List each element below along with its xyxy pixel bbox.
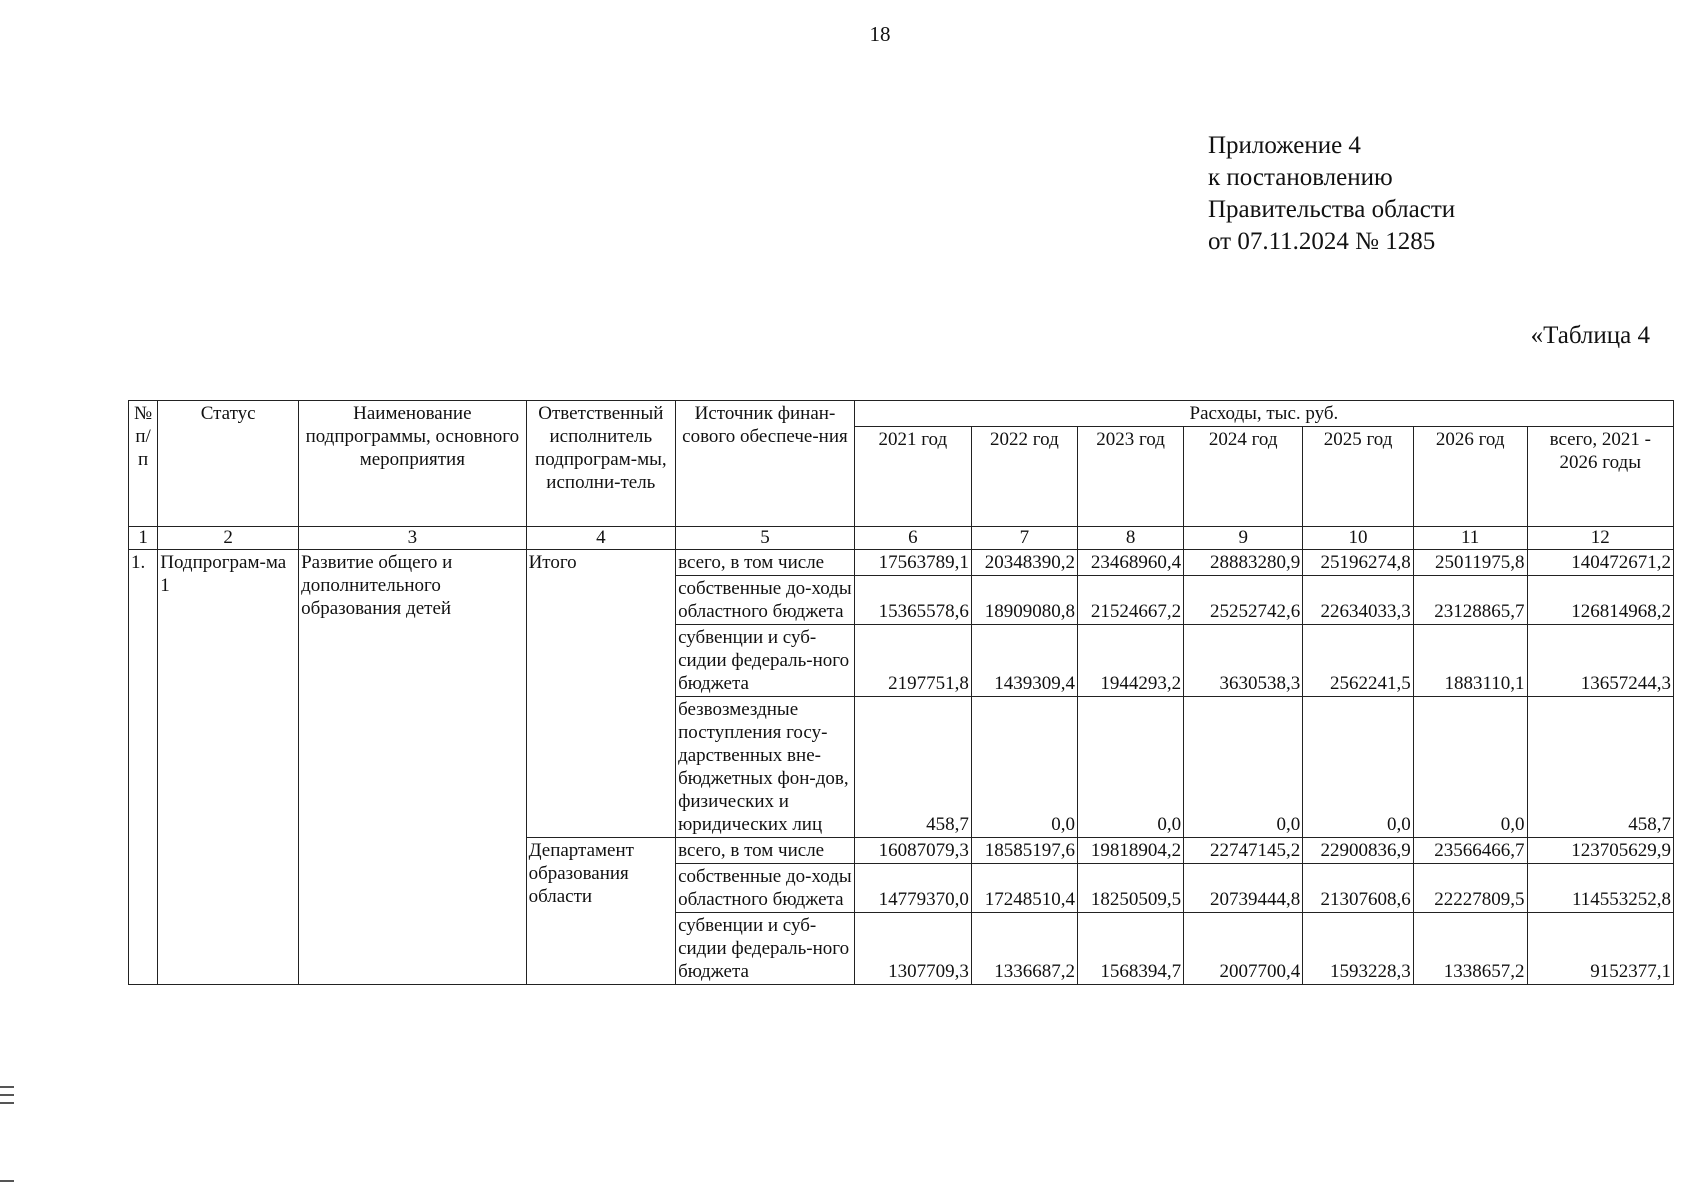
scan-artifact	[0, 1102, 14, 1104]
value-cell: 1568394,7	[1077, 913, 1183, 985]
value-cell: 18585197,6	[971, 838, 1077, 864]
row-source: субвенции и суб-сидии федераль-ного бюджета	[676, 625, 855, 697]
value-cell: 18250509,5	[1077, 864, 1183, 913]
value-cell-total: 13657244,3	[1527, 625, 1673, 697]
column-number: 8	[1077, 527, 1183, 550]
header-no: № п/п	[129, 401, 158, 527]
row-number: 1.	[129, 550, 158, 985]
value-cell: 25252742,6	[1184, 576, 1303, 625]
value-cell: 23128865,7	[1413, 576, 1527, 625]
row-status: Подпрограм-ма 1	[158, 550, 299, 985]
value-cell: 1307709,3	[854, 913, 971, 985]
row-name: Развитие общего и дополнительного образования детей	[299, 550, 527, 985]
appendix-line: от 07.11.2024 № 1285	[1208, 228, 1436, 255]
appendix-block	[1208, 130, 1455, 258]
header-source: Источник финан-сового обеспече-ния	[676, 401, 855, 527]
header-year: 2022 год	[971, 427, 1077, 527]
value-cell: 23468960,4	[1077, 550, 1183, 576]
table-caption: «Таблица 4	[1530, 322, 1650, 349]
column-number: 9	[1184, 527, 1303, 550]
value-cell-total: 140472671,2	[1527, 550, 1673, 576]
column-number: 4	[526, 527, 676, 550]
appendix-line: к постановлению	[1208, 164, 1393, 191]
value-cell: 25196274,8	[1303, 550, 1414, 576]
scan-artifact	[0, 1094, 14, 1096]
header-year: 2026 год	[1413, 427, 1527, 527]
value-cell: 2197751,8	[854, 625, 971, 697]
header-executor: Ответственный исполнитель подпрограм-мы, исполни-тель	[526, 401, 676, 527]
value-cell: 22747145,2	[1184, 838, 1303, 864]
value-cell: 3630538,3	[1184, 625, 1303, 697]
value-cell: 23566466,7	[1413, 838, 1527, 864]
value-cell: 14779370,0	[854, 864, 971, 913]
value-cell: 2562241,5	[1303, 625, 1414, 697]
column-number: 7	[971, 527, 1077, 550]
value-cell: 2007700,4	[1184, 913, 1303, 985]
column-number: 11	[1413, 527, 1527, 550]
row-source: собственные до-ходы областного бюджета	[676, 576, 855, 625]
value-cell: 22634033,3	[1303, 576, 1414, 625]
value-cell: 1338657,2	[1413, 913, 1527, 985]
value-cell: 28883280,9	[1184, 550, 1303, 576]
value-cell-total: 458,7	[1527, 697, 1673, 838]
row-source: всего, в том числе	[676, 838, 855, 864]
value-cell: 1883110,1	[1413, 625, 1527, 697]
value-cell: 20348390,2	[971, 550, 1077, 576]
value-cell-total: 114553252,8	[1527, 864, 1673, 913]
row-source: субвенции и суб-сидии федераль-ного бюджета	[676, 913, 855, 985]
header-expenses: Расходы, тыс. руб.	[854, 401, 1673, 427]
value-cell: 458,7	[854, 697, 971, 838]
value-cell: 1944293,2	[1077, 625, 1183, 697]
table-row	[129, 550, 1674, 576]
value-cell: 20739444,8	[1184, 864, 1303, 913]
value-cell: 0,0	[1184, 697, 1303, 838]
value-cell: 21524667,2	[1077, 576, 1183, 625]
value-cell: 0,0	[1413, 697, 1527, 838]
column-number: 5	[676, 527, 855, 550]
header-year-total: всего, 2021 - 2026 годы	[1527, 427, 1673, 527]
row-executor: Итого	[526, 550, 676, 838]
value-cell: 16087079,3	[854, 838, 971, 864]
column-number: 3	[299, 527, 527, 550]
column-number: 10	[1303, 527, 1414, 550]
page-number: 18	[869, 22, 891, 46]
value-cell: 1336687,2	[971, 913, 1077, 985]
value-cell: 25011975,8	[1413, 550, 1527, 576]
value-cell: 1439309,4	[971, 625, 1077, 697]
header-year: 2021 год	[854, 427, 971, 527]
column-number: 12	[1527, 527, 1673, 550]
column-number: 2	[158, 527, 299, 550]
value-cell: 17563789,1	[854, 550, 971, 576]
value-cell: 22227809,5	[1413, 864, 1527, 913]
appendix-line: Приложение 4	[1208, 132, 1361, 159]
value-cell: 1593228,3	[1303, 913, 1414, 985]
header-status: Статус	[158, 401, 299, 527]
value-cell: 0,0	[971, 697, 1077, 838]
header-name: Наименование подпрограммы, основного мероприятия	[299, 401, 527, 527]
header-year: 2025 год	[1303, 427, 1414, 527]
value-cell: 21307608,6	[1303, 864, 1414, 913]
value-cell: 0,0	[1077, 697, 1183, 838]
row-source: собственные до-ходы областного бюджета	[676, 864, 855, 913]
header-year: 2023 год	[1077, 427, 1183, 527]
row-source: всего, в том числе	[676, 550, 855, 576]
column-numbers-row	[129, 527, 1674, 550]
budget-table	[128, 400, 1674, 985]
value-cell-total: 9152377,1	[1527, 913, 1673, 985]
row-executor: Департамент образования области	[526, 838, 676, 985]
header-row	[129, 401, 1674, 427]
value-cell: 22900836,9	[1303, 838, 1414, 864]
value-cell: 19818904,2	[1077, 838, 1183, 864]
value-cell: 17248510,4	[971, 864, 1077, 913]
header-year: 2024 год	[1184, 427, 1303, 527]
value-cell: 0,0	[1303, 697, 1414, 838]
row-source: безвозмездные поступления госу-дарственных вне-бюджетных фон-дов, физических и юридических лиц	[676, 697, 855, 838]
value-cell-total: 126814968,2	[1527, 576, 1673, 625]
value-cell: 15365578,6	[854, 576, 971, 625]
value-cell: 18909080,8	[971, 576, 1077, 625]
column-number: 1	[129, 527, 158, 550]
column-number: 6	[854, 527, 971, 550]
value-cell-total: 123705629,9	[1527, 838, 1673, 864]
scan-artifact	[0, 1180, 14, 1182]
appendix-line: Правительства области	[1208, 196, 1456, 223]
scan-artifact	[0, 1086, 14, 1088]
